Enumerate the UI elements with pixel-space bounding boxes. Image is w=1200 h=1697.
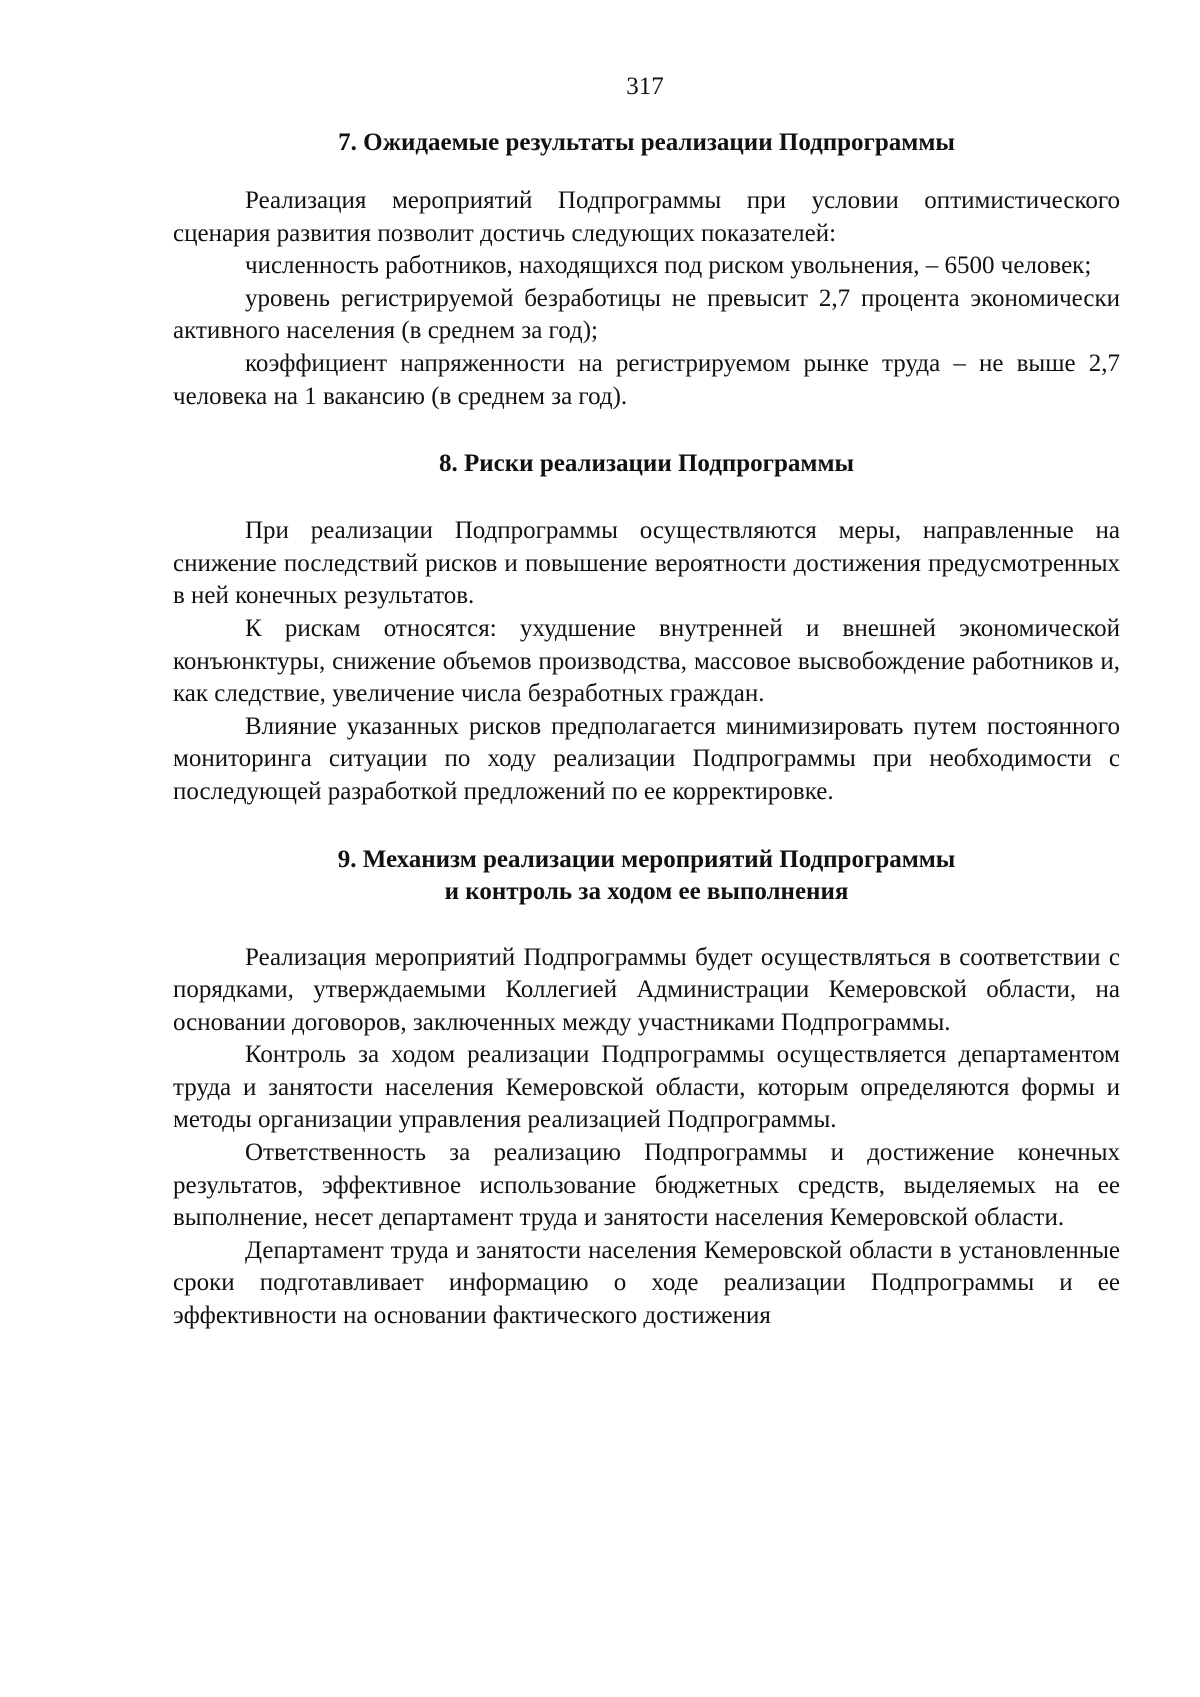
paragraph: К рискам относятся: ухудшение внутренней и внешней экономической конъюнктуры, снижение объемов производства, массовое высвобождение работников и, как следствие, увеличение числа безработных граждан. <box>173 614 1120 708</box>
paragraph: Реализация мероприятий Подпрограммы при условии оптимистического сценария развития позволит достичь следующих показателей: <box>173 187 1120 247</box>
paragraph: Ответственность за реализацию Подпрограммы и достижение конечных результатов, эффективное использование бюджетных средств, выделяемых на ее выполнение, несет департамент труда и занятости населения Кемеровской области. <box>173 1139 1120 1232</box>
paragraph: Влияние указанных рисков предполагается минимизировать путем постоянного мониторинга ситуации по ходу реализации Подпрограммы при необходимости с последующей разработкой предложений по ее корректировке. <box>173 712 1120 805</box>
page-number: 317 <box>626 73 664 100</box>
section-9-body <box>173 942 1120 1333</box>
paragraph: Реализация мероприятий Подпрограммы будет осуществляться в соответствии с порядками, утверждаемыми Коллегией Администрации Кемеровской области, на основании договоров, заключенных между участниками Подпрограммы. <box>173 943 1120 1036</box>
section-title-line: 9. Механизм реализации мероприятий Подпрограммы <box>337 845 956 873</box>
section-title-line: и контроль за ходом ее выполнения <box>444 877 849 905</box>
paragraph: При реализации Подпрограммы осуществляются меры, направленные на снижение последствий рисков и повышение вероятности достижения предусмотренных в ней конечных результатов. <box>173 517 1120 610</box>
section-7-body <box>173 185 1120 413</box>
section-title-line: 7. Ожидаемые результаты реализации Подпрограммы <box>338 129 955 156</box>
paragraph: уровень регистрируемой безработицы не превысит 2,7 процента экономически активного населения (в среднем за год); <box>173 284 1120 345</box>
section-8-title <box>173 448 1120 480</box>
section-title-line: 8. Риски реализации Подпрограммы <box>438 450 854 478</box>
paragraph: Департамент труда и занятости населения Кемеровской области в установленные сроки подготавливает информацию о ходе реализации Подпрограммы и ее эффективности на основании фактического достижения <box>173 1236 1120 1330</box>
paragraph: Контроль за ходом реализации Подпрограммы осуществляется департаментом труда и занятости населения Кемеровской области, которым определяются формы и методы организации управления реализацией Подпрограммы. <box>173 1041 1120 1134</box>
document-body <box>173 127 1120 1333</box>
section-8-body <box>173 515 1120 808</box>
section-9-title <box>173 844 1120 908</box>
paragraph: коэффициент напряженности на регистрируемом рынке труда – не выше 2,7 человека на 1 вакансию (в среднем за год). <box>173 349 1120 410</box>
section-7-title <box>173 127 1120 159</box>
paragraph: численность работников, находящихся под риском увольнения, – 6500 человек; <box>245 252 1092 280</box>
